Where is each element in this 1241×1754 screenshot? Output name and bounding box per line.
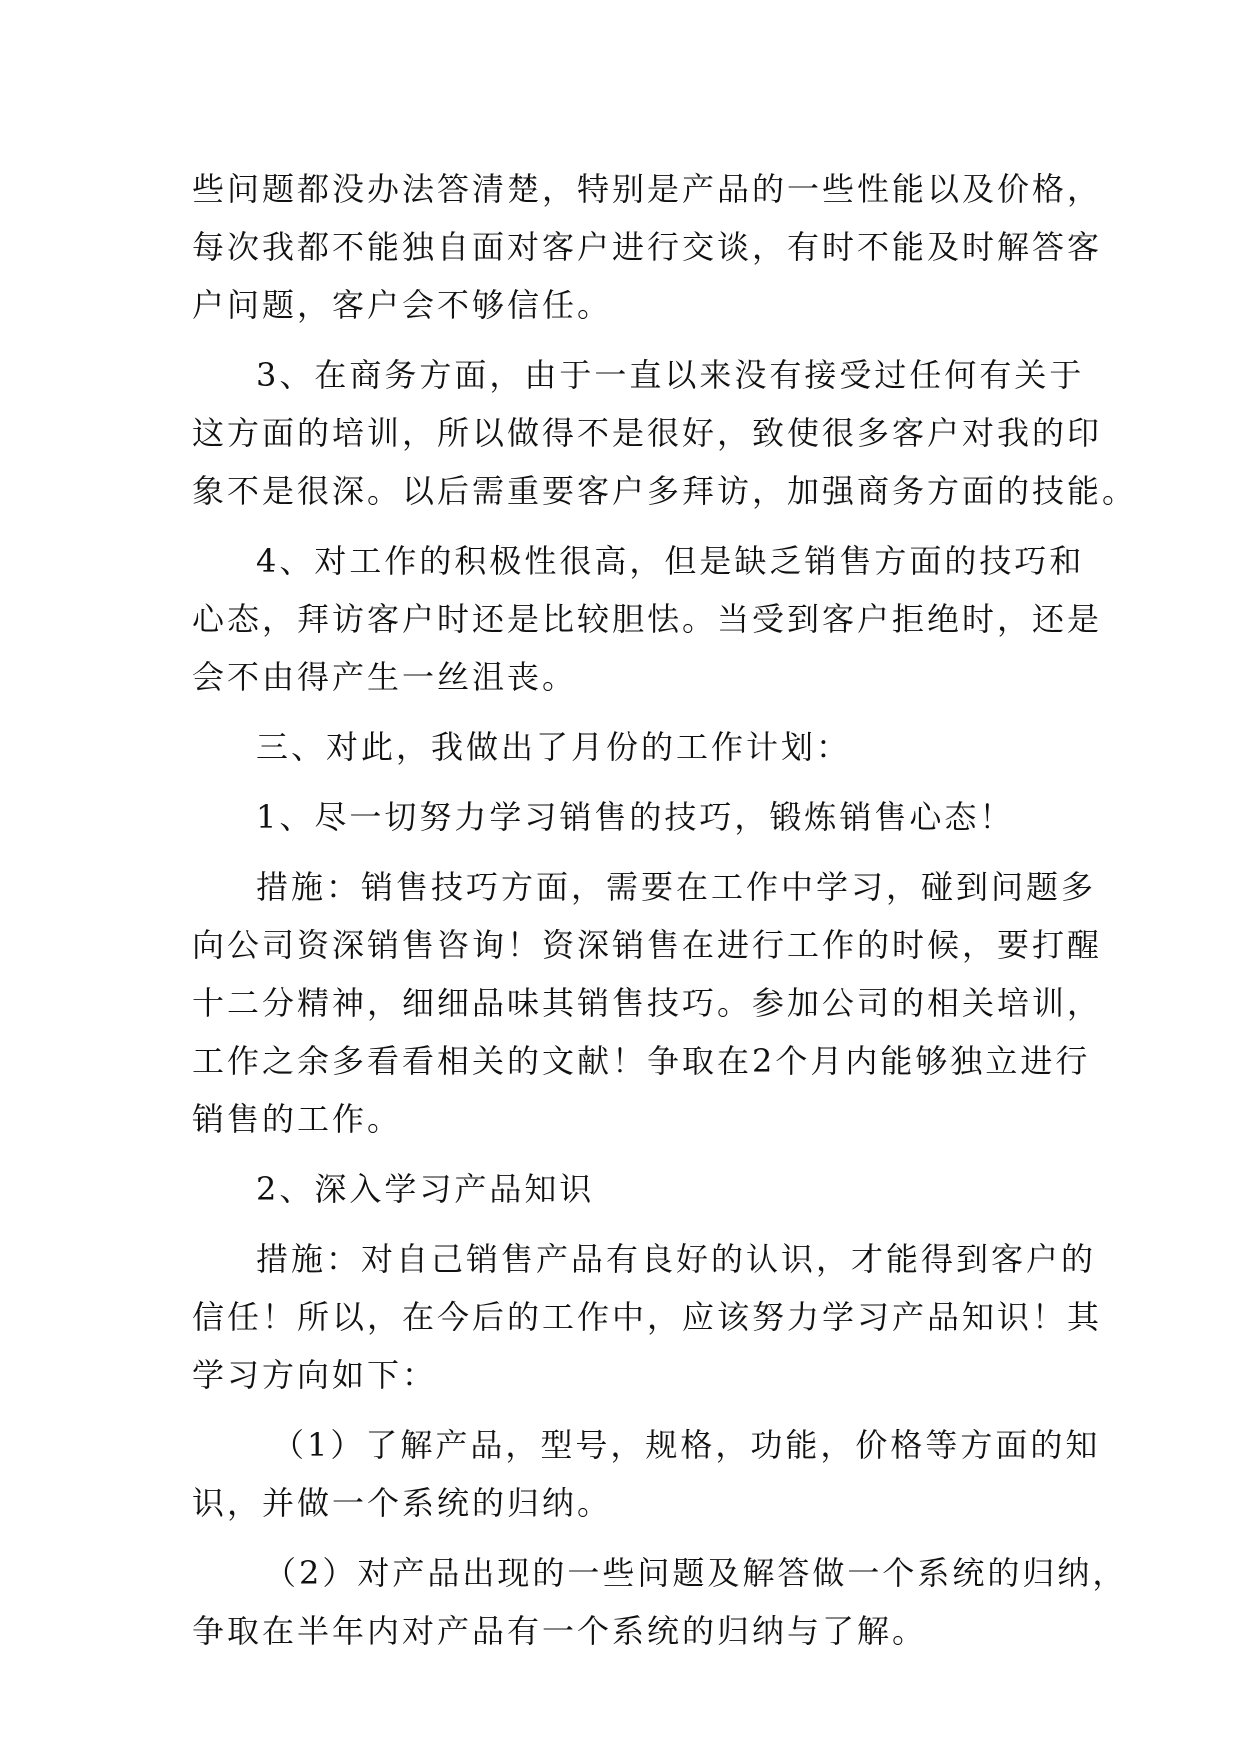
text-line: 措施：对自己销售产品有良好的认识，才能得到客户的 [256,1240,1097,1278]
text-line: （1）了解产品，型号，规格，功能，价格等方面的知 [272,1426,1101,1464]
text-line: 每次我都不能独自面对客户进行交谈，有时不能及时解答客 [192,228,1103,266]
body-text [192,160,1138,1660]
text-line: 向公司资深销售咨询！资深销售在进行工作的时候，要打醒 [192,926,1103,964]
text-line: 1、尽一切努力学习销售的技巧，锻炼销售心态！ [256,798,1015,836]
text-line: 户问题，客户会不够信任。 [192,286,613,324]
text-line: 学习方向如下： [192,1356,438,1394]
text-line: 3、在商务方面，由于一直以来没有接受过任何有关于 [256,356,1085,394]
text-line: 4、对工作的积极性很高，但是缺乏销售方面的技巧和 [256,542,1085,580]
text-line: 销售的工作。 [192,1100,403,1138]
text-line: 些问题都没办法答清楚，特别是产品的一些性能以及价格， [192,170,1103,208]
text-line: 十二分精神，细细品味其销售技巧。参加公司的相关培训， [192,984,1103,1022]
text-line: 争取在半年内对产品有一个系统的归纳与了解。 [192,1612,928,1650]
text-line: 信任！所以，在今后的工作中，应该努力学习产品知识！其 [192,1298,1103,1336]
text-line: 心态，拜访客户时还是比较胆怯。当受到客户拒绝时，还是 [192,600,1103,638]
text-line: 象不是很深。以后需重要客户多拜访，加强商务方面的技能。 [192,472,1138,510]
text-line: 会不由得产生一丝沮丧。 [192,658,578,696]
text-line: 工作之余多看看相关的文献！争取在2个月内能够独立进行 [192,1042,1091,1080]
text-line: 识，并做一个系统的归纳。 [192,1484,613,1522]
text-line: 措施：销售技巧方面，需要在工作中学习，碰到问题多 [256,868,1097,906]
text-line: 这方面的培训，所以做得不是很好，致使很多客户对我的印 [192,414,1103,452]
text-line: 三、对此，我做出了月份的工作计划： [256,728,852,766]
text-line: （2）对产品出现的一些问题及解答做一个系统的归纳， [264,1554,1128,1592]
text-line: 2、深入学习产品知识 [256,1170,595,1208]
